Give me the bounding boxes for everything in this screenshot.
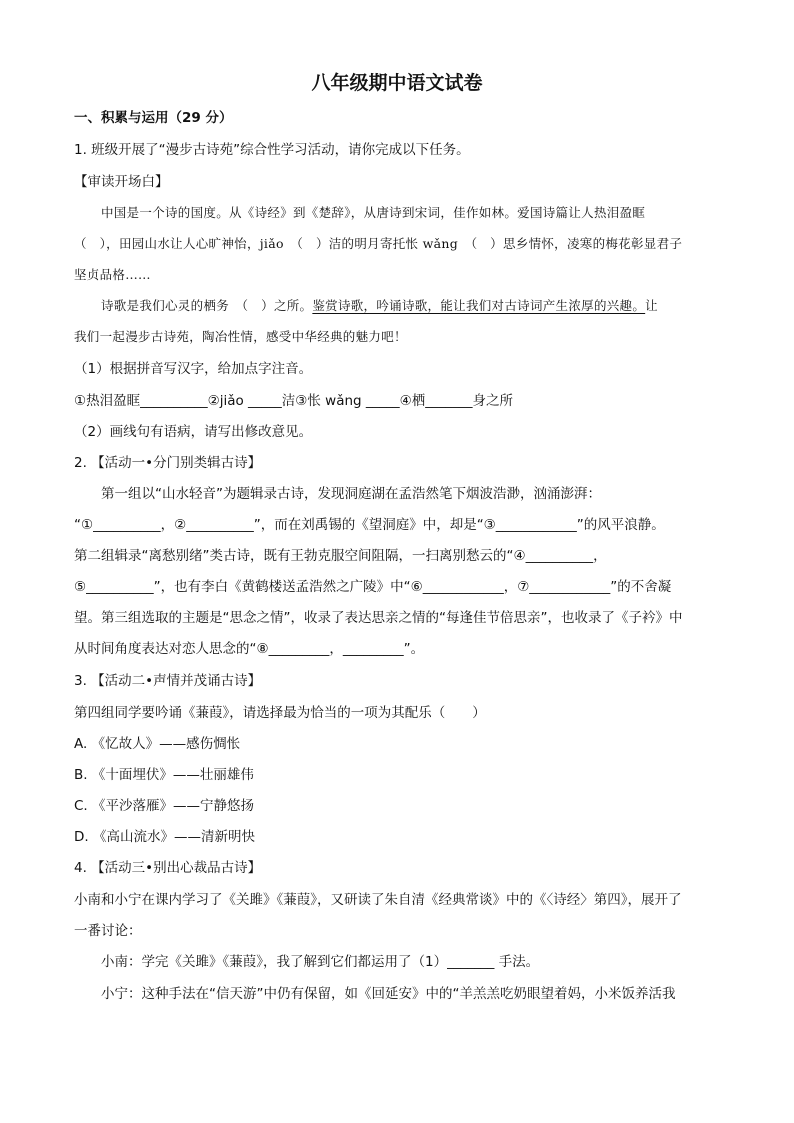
fill-blank-line: 第二组辑录“离愁别绪”类古诗，既有王勃克服空间阻隔，一扫离别愁云的“④__________， [74, 548, 607, 564]
option-b: B. 《十面埋伏》——壮丽雄伟 [74, 767, 254, 783]
dialogue-line: 小南：学完《关雎》《蒹葭》，我了解到它们都运用了（1）_______ 手法。 [101, 954, 540, 970]
question-stem: 第四组同学要吟诵《蒹葭》，请选择最为恰当的一项为其配乐（ ） [74, 705, 486, 721]
option-a: A. 《忆故人》——感伤惆怅 [74, 736, 241, 752]
passage-line: 坚贞品格…… [74, 267, 151, 282]
body-line: 小南和小宁在课内学习了《关雎》《蒹葭》，又研读了朱自清《经典常谈》中的《〈诗经〉第四》，展开了 [74, 892, 682, 908]
body-line: 望。第三组选取的主题是“思念之情”，收录了表达思亲之情的“每逢佳节倍思亲”，也收录了《子衿》中 [74, 610, 683, 626]
passage-line: （ ），田园山水让人心旷神怡，jiǎo （ ）洁的明月寄托怅 wǎng （ ）思乡情怀，凌寒的梅花彰显君子 [74, 236, 683, 251]
question-1: 1. 班级开展了“漫步古诗苑”综合性学习活动，请你完成以下任务。 [74, 142, 470, 158]
option-c: C. 《平沙落雁》——宁静悠扬 [74, 798, 255, 814]
fill-blank-line: “①__________，②__________”，而在刘禹锡的《望洞庭》中，却是“③____________”的风平浪静。 [74, 517, 665, 533]
underlined-sentence: 鉴赏诗歌，吟诵诗歌，能让我们对古诗词产生浓厚的兴趣。 [312, 298, 646, 313]
body-line: 一番讨论： [74, 923, 142, 939]
section-heading: 一、积累与运用（29 分） [74, 110, 233, 126]
page-title: 八年级期中语文试卷 [311, 72, 483, 94]
question-4: 4. 【活动三•别出心裁品古诗】 [74, 860, 262, 876]
passage-text: 让 [645, 298, 658, 313]
fill-blank-line: ①热泪盈眶__________②jiǎo _____洁③怅 wǎng _____④栖_______身之所 [74, 393, 514, 409]
fill-blank-line: 从时间角度表达对恋人思念的“⑧_________，_________”。 [74, 641, 425, 657]
sub-question: （1）根据拼音写汉字，给加点字注音。 [74, 361, 313, 377]
passage-text: 诗歌是我们心灵的栖务 （ ）之所。 [101, 298, 313, 313]
passage-line [101, 296, 658, 316]
passage-line: 中国是一个诗的国度。从《诗经》到《楚辞》，从唐诗到宋词，佳作如林。爱国诗篇让人热泪盈眶 [101, 205, 646, 220]
passage-line: 我们一起漫步古诗苑，陶冶性情，感受中华经典的魅力吧！ [74, 329, 407, 344]
fill-blank-line: ⑤__________”，也有李白《黄鹤楼送孟浩然之广陵》中“⑥____________，⑦____________”的不舍凝 [74, 579, 672, 595]
question-3: 3. 【活动二•声情并茂诵古诗】 [74, 673, 262, 689]
body-line: 第一组以“山水轻音”为题辑录古诗，发现洞庭湖在孟浩然笔下烟波浩渺，汹涌澎湃： [101, 486, 601, 502]
question-2: 2. 【活动一•分门别类辑古诗】 [74, 455, 262, 471]
opening-heading: 【审读开场白】 [74, 174, 169, 190]
dialogue-line: 小宁：这种手法在“信天游”中仍有保留，如《回延安》中的“羊羔羔吃奶眼望着妈，小米饭养活我 [101, 986, 676, 1002]
option-d: D. 《高山流水》——清新明快 [74, 829, 255, 845]
sub-question: （2）画线句有语病，请写出修改意见。 [74, 424, 313, 440]
